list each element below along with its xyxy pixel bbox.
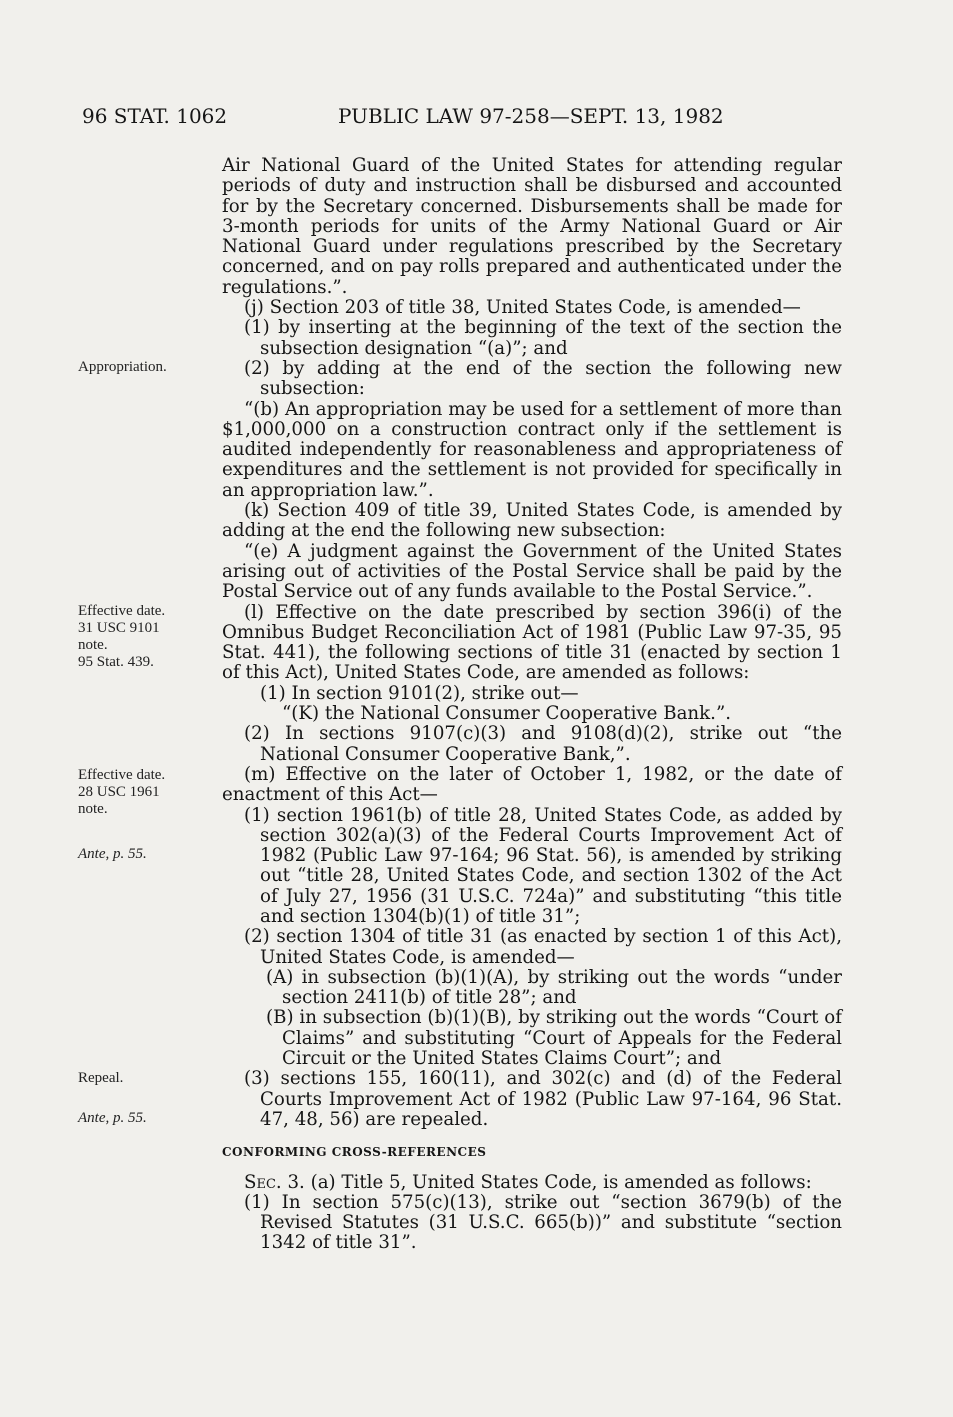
margin-note-text: Repeal. xyxy=(78,1070,124,1086)
margin-note-repeal xyxy=(78,1070,123,1087)
paragraph-m-3: (3) sections 155, 160(11), and 302(c) and (d) of the Federal Courts Improvement Act of 1982 (Public Law 97-164, 96 Stat. 47, 48, 56) are repealed. xyxy=(244,1068,842,1130)
margin-note-text: Appropriation. xyxy=(78,359,167,375)
paragraph-j-1: (1) by inserting at the beginning of the text of the section the subsection designation “(a)”; and xyxy=(244,317,842,359)
page-header xyxy=(0,104,953,132)
margin-note-text: note. xyxy=(78,801,108,817)
margin-note-text: Ante, p. 55. xyxy=(78,846,147,862)
quoted-subsection-e: “(e) A judgment against the Government of the United States arising out of activities of the Postal Service shall be paid by the Postal Service out of any funds available to the Postal Service.”. xyxy=(222,540,842,603)
margin-note-text: 31 USC 9101 xyxy=(78,620,160,636)
margin-note-text: note. xyxy=(78,637,108,653)
paragraph-l-2: (2) In sections 9107(c)(3) and 9108(d)(2), strike out “the National Consumer Cooperative Bank,”. xyxy=(244,723,842,765)
paragraph-l-1: (1) In section 9101(2), strike out— xyxy=(260,682,579,704)
margin-note-text: 95 Stat. 439. xyxy=(78,654,154,670)
paragraph: Air National Guard of the United States for attending regular periods of duty and instruction shall be disbursed and accounted for by the Secretary concerned. Disbursements shall be made for 3-month periods for units of the Army National Guard or Air National Guard under regulations prescribed by the Secretary concerned, and on pay rolls prepared and authenticated under the regulations.”. xyxy=(222,155,842,298)
paragraph-j-2: (2) by adding at the end of the section the following new subsection: xyxy=(244,357,842,400)
paragraph-j: (j) Section 203 of title 38, United States Code, is amended— xyxy=(244,297,801,319)
paragraph-a-1: (1) In section 575(c)(13), strike out “section 3679(b) of the Revised Statutes (31 U.S.C. 665(b))” and substitute “section 1342 of title 31”. xyxy=(244,1191,842,1254)
paragraph-m-2-b: (B) in subsection (b)(1)(B), by striking out the words “Court of Claims” and substituting “Court of Appeals for the Federal Circuit or the United States Claims Court”; and xyxy=(266,1007,842,1070)
margin-note-ante-1 xyxy=(78,846,147,863)
section-label: Sec. 3. xyxy=(244,1171,305,1193)
law-title: PUBLIC LAW 97-258—SEPT. 13, 1982 xyxy=(338,104,724,128)
quoted-subsection-b: “(b) An appropriation may be used for a settlement of more than $1,000,000 on a construction contract only if the settlement is audited independently for reasonableness and appropriateness of expenditures and the settlement is not provided for specifically in an appropriation law.”. xyxy=(222,398,842,501)
margin-note-text: 28 USC 1961 xyxy=(78,784,160,800)
margin-note-text: Effective date. xyxy=(78,603,166,619)
statute-page-ref: 96 STAT. 1062 xyxy=(82,104,228,128)
paragraph-m-2-a: (A) in subsection (b)(1)(A), by striking out the words “under section 2411(b) of title 28”; and xyxy=(266,966,842,1009)
section-heading: CONFORMING CROSS-REFERENCES xyxy=(222,1145,487,1160)
margin-note-effective-date-2 xyxy=(78,767,165,818)
margin-note-appropriation xyxy=(78,359,167,376)
section-3-intro xyxy=(222,1173,842,1193)
section-3-text: (a) Title 5, United States Code, is amended as follows: xyxy=(310,1171,812,1193)
statute-body xyxy=(222,156,842,1254)
paragraph-m: (m) Effective on the later of October 1, 1982, or the date of enactment of this Act— xyxy=(222,763,842,806)
margin-note-ante-2 xyxy=(78,1110,147,1127)
margin-note-text: Ante, p. 55. xyxy=(78,1110,147,1126)
paragraph-l: (l) Effective on the date prescribed by section 396(i) of the Omnibus Budget Reconciliation Act of 1981 (Public Law 97-35, 95 Stat. 441), the following sections of title 31 (enacted by section 1 of this Act), United States Code, are amended as follows: xyxy=(222,601,842,684)
quoted-item-k: “(K) the National Consumer Cooperative Bank.”. xyxy=(282,703,732,725)
margin-note-effective-date-1 xyxy=(78,603,165,671)
margin-note-text: Effective date. xyxy=(78,767,166,783)
paragraph-k: (k) Section 409 of title 39, United States Code, is amended by adding at the end the following new subsection: xyxy=(222,500,842,542)
paragraph-m-1: (1) section 1961(b) of title 28, United States Code, as added by section 302(a)(3) of the Federal Courts Improvement Act of 1982 (Public Law 97-164; 96 Stat. 56), is amended by striking out “title 28, United States Code, and section 1302 of the Act of July 27, 1956 (31 U.S.C. 724a)” and substituting “this title and section 1304(b)(1) of title 31”; xyxy=(244,804,842,927)
paragraph-m-2: (2) section 1304 of title 31 (as enacted by section 1 of this Act), United States Code, is amended— xyxy=(244,926,842,968)
